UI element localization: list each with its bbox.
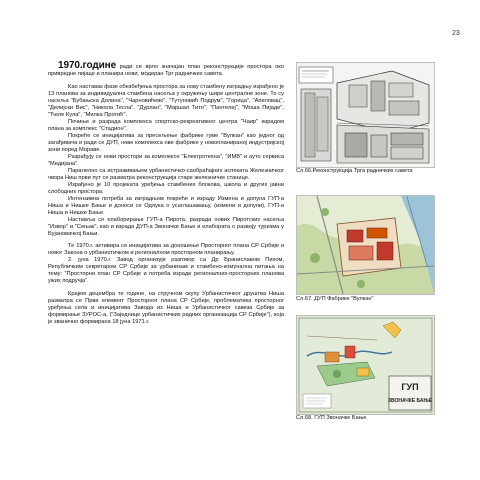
paragraph: Те 1970.г. активира се иницијатива за доношење Просторног плана СР Србије и новог Закона о урбанистичком и регионалном просторном планирању.: [48, 243, 284, 256]
figure-image-66: [296, 62, 435, 168]
urban-plan-sketch: [297, 63, 434, 167]
paragraph: Покреће се иницијатива за пресељење фабрике гуме "Вулкан" као једног од загађивача и ради се ДУП, нове комплекса ове фабрике у новопланираној индустријској зони поред Мораве.: [48, 132, 284, 153]
paragraph: 1970.године ради се врло значајан план реконструкције простора око привредне пијаце и планира нови, модеран Трг радничких савета.: [48, 60, 284, 77]
figure-caption-67: Сл.67. ДУП Фабрике "Вулкан": [296, 296, 374, 302]
spa-master-plan: [297, 316, 434, 414]
spa-plan-label-title: ГУП: [401, 382, 419, 392]
paragraph: Почиње и разрада комплекса спортско-рекреативног центра "Чаир" израдом плана за комплекс "Стадион".: [48, 118, 284, 132]
paragraph: Наставља се елаборирање ГУП-а Пирота, разрада нових Пиротских насеља "Извор" и "Сењак", као и израда ДУП-а Звоначке Бање и елабората о развоју туризма у Бујановачкој Бањи.: [48, 216, 284, 237]
factory-site-plan: [297, 196, 434, 294]
paragraph: Интензивна потреба за изградњом покреће и израду Измена и допуна ГУП-а Ниша и Нишке Бање и доноси се Одлука о усаглашавању, (измени и допуни), ГУП-а Ниша и Нишке Бање.: [48, 195, 284, 216]
paragraph: Паралелно са истраживањем урбанистичко-саобраћајних аспеката Железничког чвора Ниш први пут се разматра реконструкција старе железничке станице.: [48, 167, 284, 181]
page-number: 23: [452, 30, 460, 37]
paragraph: Крајем децембра те године, на стручном скупу Урбанистичког друштва Ниша разматра се Први елемент Просторног плана СР Србије, проблематика просторног уређења села и иницијатива Завода из Ниша и Урбанистичког савеза Србије за формирање ЗУРОС-а, ("Заједнице урбанистичких радних организација СР Србије"), која је званично формирана 18 јуна 1971.г.: [48, 290, 284, 325]
heading-year: 1970.године: [58, 60, 117, 71]
figure-image-67: [296, 195, 435, 295]
paragraph: Разрађују се нови простори за комплексе "Електротехна", "ИМВ" и ауто сервиса "Медијана".: [48, 153, 284, 167]
paragraph: Израђено је 10 пројеката уређења стамбених блокова, школа и других јавни слободних простора.: [48, 181, 284, 195]
figure-image-68: [296, 315, 435, 415]
body-text: [48, 62, 284, 326]
figure-caption-68: Сл.68. ГУП Звоначке Бање: [296, 415, 367, 421]
spa-plan-label-subtitle: ЗВОНАЧКЕ БАЊЕ: [387, 398, 433, 404]
paragraph: Као наставак фазе обезбеђења простора за нову стамбену изградњу израђено је 13 планова за индивидуална стамбена насеља у окружењу шире централне зоне. То су насеља "Бубањска Долина", "Чарновићево", "Тутуновић Подрум", "Горица", "Апеловац", "Делијски Вис", "Никола Тесла", "Дурлан", "Маршал Тито", "Пантелеј", "Моша Пијаде", "Ћеле Кула", "Милка Протић".: [48, 83, 284, 118]
paragraph: 2. јуна 1970.г. Завод организује разговор са Др Браниславом Пихом, Републичким секретаром СР Србије за урбанизам и стамбено-комунална питања на тему: "Просторни план СР Србије и потреба израде регионалних-просторних планова ужих подручја".: [48, 257, 284, 284]
figure-caption-66: Сл.66.Реконструкција Трга радничких савета: [296, 168, 413, 174]
